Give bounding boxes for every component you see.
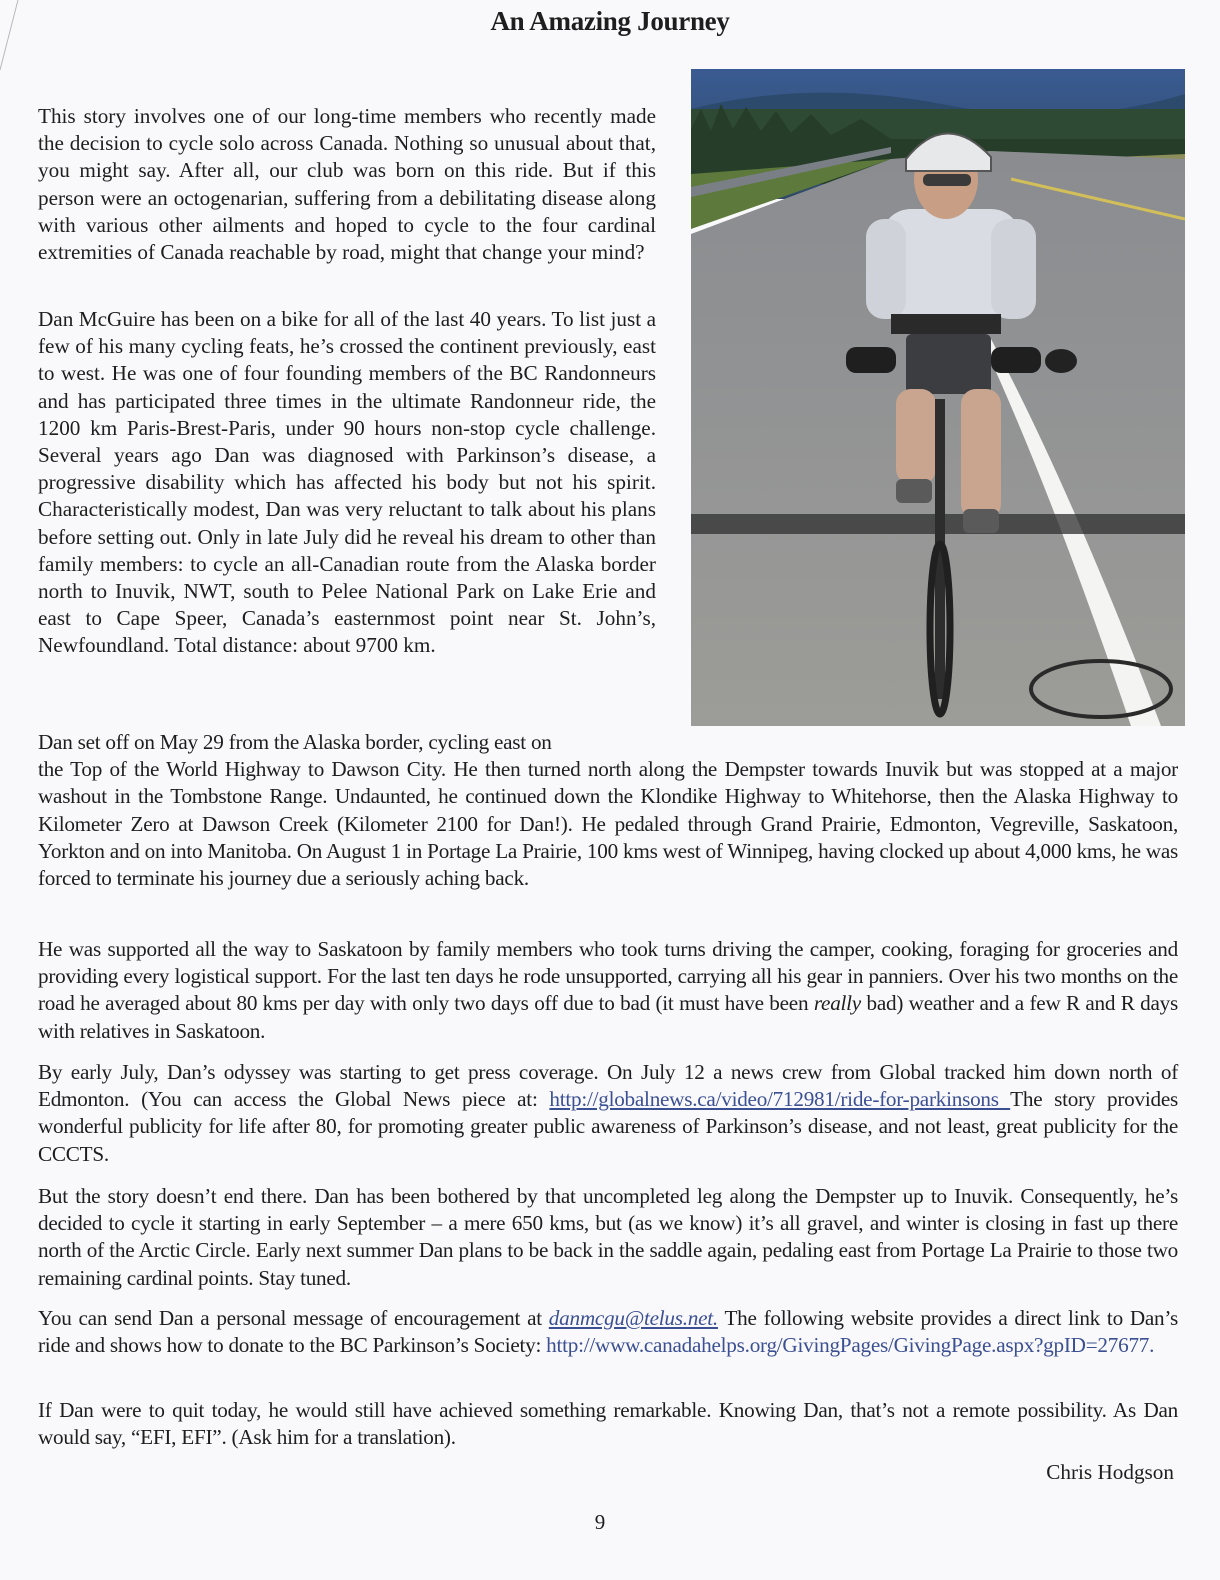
article-title: An Amazing Journey [490,6,730,36]
paragraph-route-rest: the Top of the World Highway to Dawson City. He then turned north along the Dempster towards Inuvik but was stopped at a major washout in the Tombstone Range. Undaunted, he continued down the Klondike Highway to Whitehorse, then the Alaska Highway to Kilometer Zero at Dawson Creek (Kilometer 2100 for Dan!). He pedaled through Grand Prairie, Edmonton, Vegreville, Saskatoon, Yorkton and on into Manitoba. On August 1 in Portage La Prairie, 100 kms west of Winnipeg, having clocked up about 4,000 kms, he was forced to terminate his journey due a seriously aching back. [38,757,1178,891]
paragraph-route-first-line: Dan set off on May 29 from the Alaska border, cycling east on [38,730,552,754]
emphasis-really: really [813,991,861,1016]
paragraph-contact-text: You can send Dan a personal message of encouragement at [38,1306,549,1330]
cyclist-photo [691,69,1185,726]
paragraph-next-steps: But the story doesn’t end there. Dan has been bothered by that uncompleted leg along the Dempster up to Inuvik. Consequently, he’s decided to cycle it starting in early September – a mere 650 kms, but (as we know) it’s all gravel, and winter is closing in fast up there north of the Arctic Circle. Early next summer Dan plans to be back in the saddle again, pedaling east from Portage La Prairie to those two remaining cardinal points. Stay tuned. [38,1184,1178,1290]
paragraph-contact-middle: The following website provides a direct link to Dan’s ride and shows how to donate to the BC Parkinson’s Society: [38,1306,1178,1358]
paragraph-support-text-end: bad) weather and a few R and R days with relatives in Saskatoon. [38,991,1178,1043]
page-number: 9 [594,1510,606,1534]
global-news-link[interactable]: http://globalnews.ca/video/712981/ride-for-parkinsons [549,1087,1011,1112]
author-signature: Chris Hodgson [1046,1460,1174,1484]
email-link[interactable]: danmcgu@telus.net. [548,1306,718,1330]
paragraph-support [38,936,1178,1045]
paragraph-contact [38,1305,1178,1359]
paragraph-intro: This story involves one of our long-time members who recently made the decision to cycle solo across Canada. Nothing so unusual about that, you might say. After all, our club was born on this ride. But if this person were an octogenarian, suffering from a debilitating disease along with various other ailments and hoped to cycle to the four cardinal extremities of Canada reachable by road, might that change your mind? [38,104,656,265]
paragraph-press [38,1059,1178,1168]
paragraph-press-text-end: The story provides wonderful publicity for life after 80, for promoting greater public awareness of Parkinson’s disease, and not least, great publicity for the CCCTS. [38,1087,1178,1166]
paragraph-support-text: He was supported all the way to Saskatoon by family members who took turns driving the camper, cooking, foraging for groceries and providing every logistical support. For the last ten days he rode unsupported, carrying all his gear in panniers. Over his two months on the road he averaged about 80 kms per day with only two days off due to bad (it must have been [38,937,1178,1016]
paragraph-press-text: By early July, Dan’s odyssey was starting to get press coverage. On July 12 a news crew from Global tracked him down north of Edmonton. (You can access the Global News piece at: [38,1060,1178,1112]
paragraph-route [38,729,1178,892]
paragraph-background: Dan McGuire has been on a bike for all of the last 40 years. To list just a few of his many cycling feats, he’s crossed the continent previously, east to west. He was one of four founding members of the BC Randonneurs and has participated three times in the ultimate Randonneur ride, the 1200 km Paris-Brest-Paris, under 90 hours non-stop cycle challenge. Several years ago Dan was diagnosed with Parkinson’s disease, a progressive disability which has affected his body but not his spirit. Characteristically modest, Dan was very reluctant to talk about his plans before setting out. Only in late July did he reveal his dream to other than family members: to cycle an all-Canadian route from the Alaska border north to Inuvik, NWT, south to Pelee National Park on Lake Erie and east to Cape Speer, Canada’s easternmost point near St. John’s, Newfoundland. Total distance: about 9700 km. [38,307,656,658]
paragraph-closing: If Dan were to quit today, he would still have achieved something remarkable. Knowing Dan, that’s not a remote possibility. As Dan would say, “EFI, EFI”. (Ask him for a translation). [38,1398,1178,1450]
donation-link[interactable]: http://www.canadahelps.org/GivingPages/GivingPage.aspx?gpID=27677. [546,1333,1155,1358]
